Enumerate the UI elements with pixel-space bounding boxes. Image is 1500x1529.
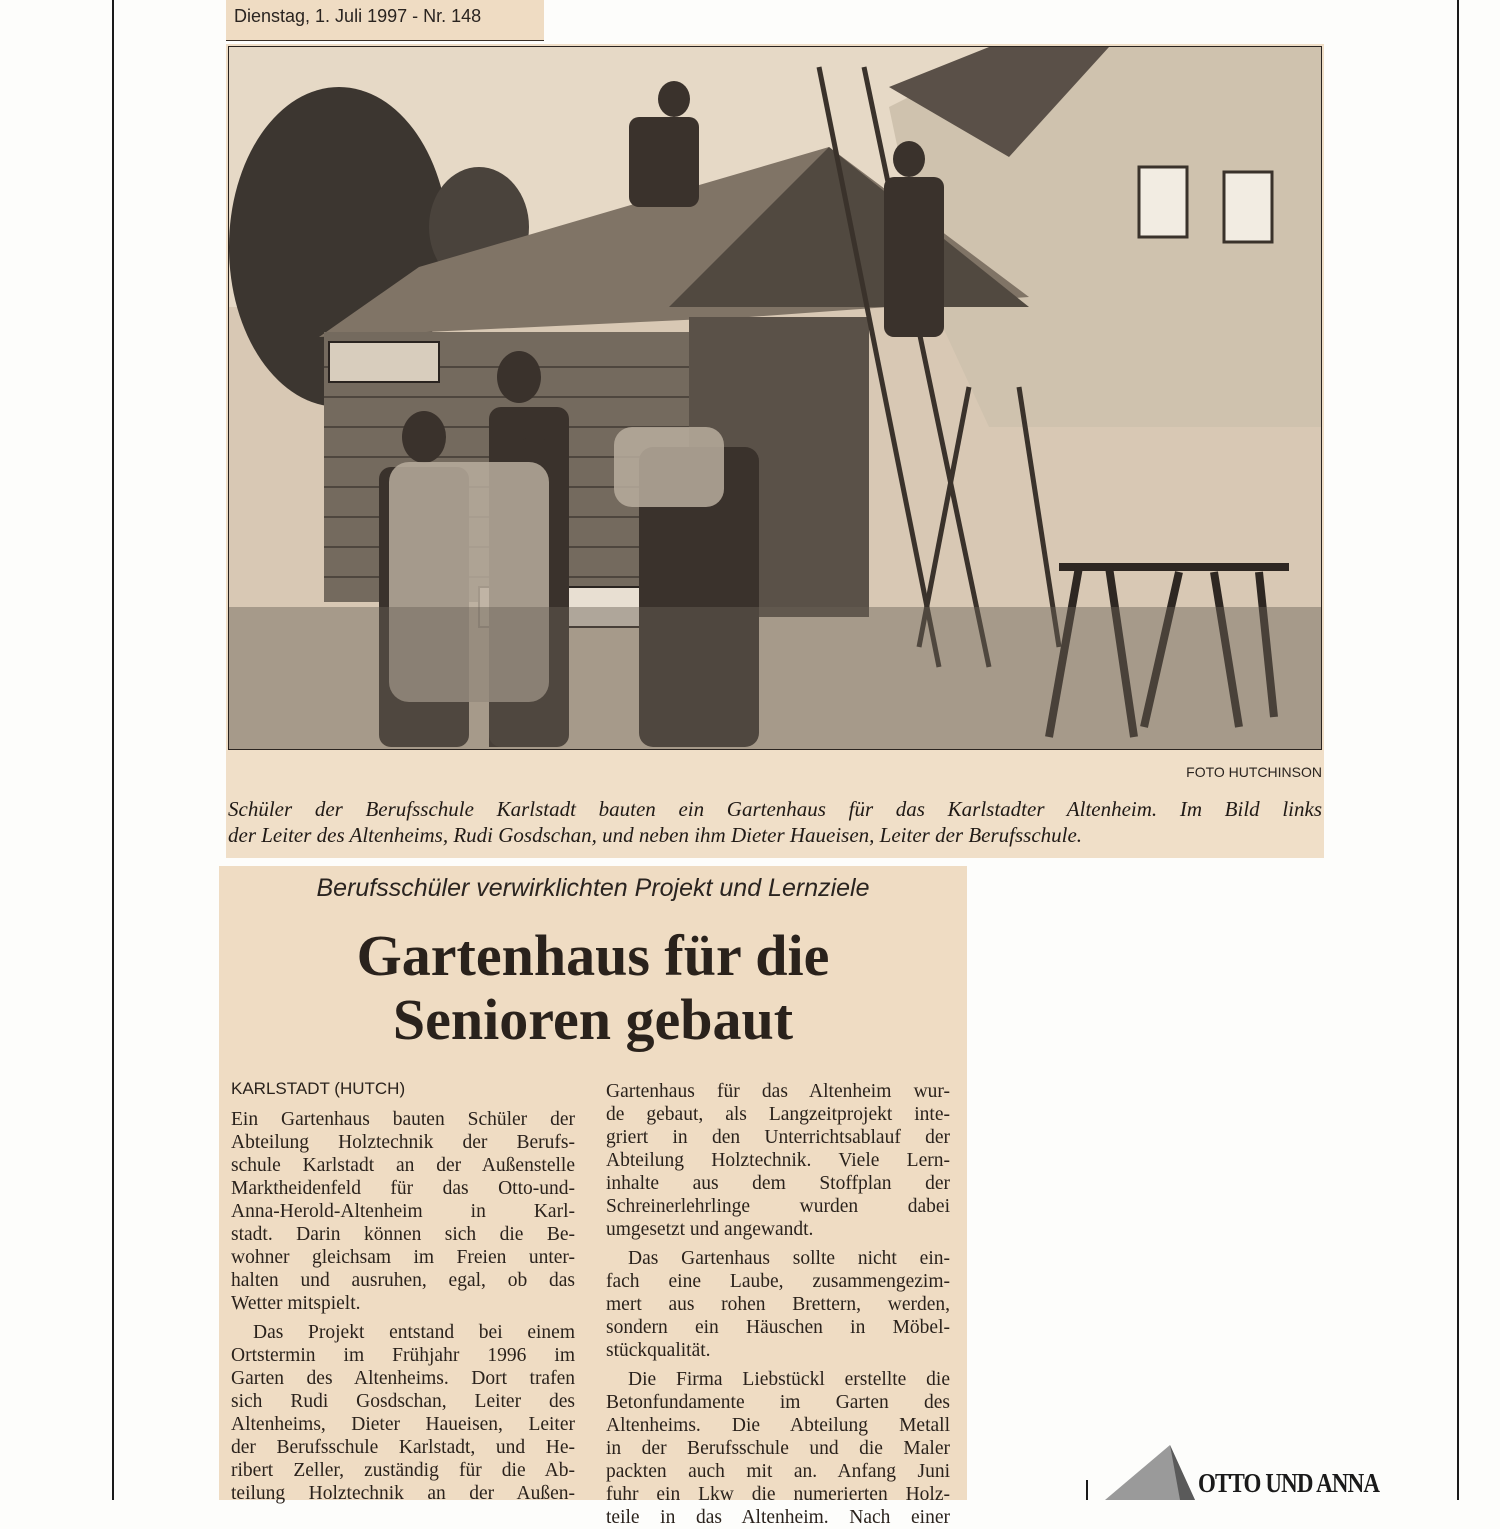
text-line: packten auch mit an. Anfang Juni: [606, 1461, 950, 1482]
text-line: Das Gartenhaus sollte nicht ein-: [628, 1248, 950, 1269]
text-line: sich Rudi Gosdschan, Leiter des: [231, 1391, 575, 1412]
text-line: Marktheidenfeld für das Otto-und-: [231, 1178, 575, 1199]
photo-garden-house-illustration: [229, 47, 1321, 749]
text-line: Garten des Altenheims. Dort trafen: [231, 1368, 575, 1389]
frame-left-line: [112, 0, 114, 1500]
logo-triangle-icon: [1085, 1440, 1195, 1500]
caption-line: Schüler der Berufsschule Karlstadt bauten ein Gartenhaus für das Karlstadter Altenheim. Im Bild links: [228, 797, 1322, 821]
text-line: Abteilung Holztechnik der Berufs-: [231, 1132, 575, 1153]
photo-caption: [228, 796, 1322, 848]
article-clipping: [219, 866, 967, 1528]
text-line: stückqualität.: [606, 1340, 711, 1361]
article-byline: KARLSTADT (HUTCH): [231, 1079, 406, 1098]
text-line: Altenheims. Die Abteilung Metall: [606, 1415, 950, 1436]
dateline-clipping: [226, 0, 544, 41]
text-line: Ortstermin im Frühjahr 1996 im: [231, 1345, 575, 1366]
news-photo: [228, 46, 1322, 750]
text-line: fuhr ein Lkw die numerierten Holz-: [606, 1484, 950, 1505]
text-line: Anna-Herold-Altenheim in Karl-: [231, 1201, 575, 1222]
text-line: Die Firma Liebstückl erstellte die: [628, 1369, 950, 1390]
headline-line: Gartenhaus für die: [356, 923, 830, 988]
text-line: in der Berufsschule und die Maler: [606, 1438, 950, 1459]
text-line: teile in das Altenheim. Nach einer: [606, 1507, 950, 1528]
text-line: Betonfundamente im Garten des: [606, 1392, 950, 1413]
text-line: halten und ausruhen, egal, ob das: [231, 1270, 575, 1291]
text-line: mert aus rohen Brettern, werden,: [606, 1294, 950, 1315]
text-line: fach eine Laube, zusammengezim-: [606, 1271, 950, 1292]
text-line: schule Karlstadt an der Außenstelle: [231, 1155, 575, 1176]
text-line: Abteilung Holztechnik. Viele Lern-: [606, 1150, 950, 1171]
text-line: sondern ein Häuschen in Möbel-: [606, 1317, 950, 1338]
text-line: Schreinerlehrlinge wurden dabei: [606, 1196, 950, 1217]
text-line: der Berufsschule Karlstadt, und He-: [231, 1437, 575, 1458]
text-line: Das Projekt entstand bei einem: [253, 1322, 575, 1343]
text-line: Gartenhaus für das Altenheim wur-: [606, 1081, 950, 1102]
article-column-right: [606, 1080, 950, 1529]
text-line: Ein Gartenhaus bauten Schüler der: [231, 1109, 575, 1130]
article-headline: [219, 924, 967, 1052]
text-line: Altenheims, Dieter Haueisen, Leiter: [231, 1414, 575, 1435]
article-column-left: [231, 1078, 575, 1505]
text-line: stadt. Darin können sich die Be-: [231, 1224, 575, 1245]
text-line: teilung Holztechnik an der Außen-: [231, 1483, 575, 1504]
text-line: Wetter mitspielt.: [231, 1293, 361, 1314]
text-line: inhalte aus dem Stoffplan der: [606, 1173, 950, 1194]
photo-clipping: [226, 44, 1324, 858]
caption-line: der Leiter des Altenheims, Rudi Gosdschan, und neben ihm Dieter Haueisen, Leiter der Berufsschule.: [228, 823, 1083, 847]
logo-text: OTTO UND ANNA: [1198, 1468, 1380, 1498]
text-line: wohner gleichsam im Freien unter-: [231, 1247, 575, 1268]
text-line: umgesetzt und angewandt.: [606, 1219, 814, 1240]
text-line: ribert Zeller, zuständig für die Ab-: [231, 1460, 575, 1481]
frame-right-line: [1457, 0, 1459, 1500]
altenheim-logo: [1085, 1440, 1385, 1500]
text-line: griert in den Unterrichtsablauf der: [606, 1127, 950, 1148]
article-kicker: Berufsschüler verwirklichten Projekt und Lernziele: [316, 874, 870, 902]
photo-credit: FOTO HUTCHINSON: [1186, 764, 1322, 780]
headline-line: Senioren gebaut: [392, 987, 794, 1052]
dateline: Dienstag, 1. Juli 1997 - Nr. 148: [234, 6, 482, 26]
text-line: de gebaut, als Langzeitprojekt inte-: [606, 1104, 950, 1125]
